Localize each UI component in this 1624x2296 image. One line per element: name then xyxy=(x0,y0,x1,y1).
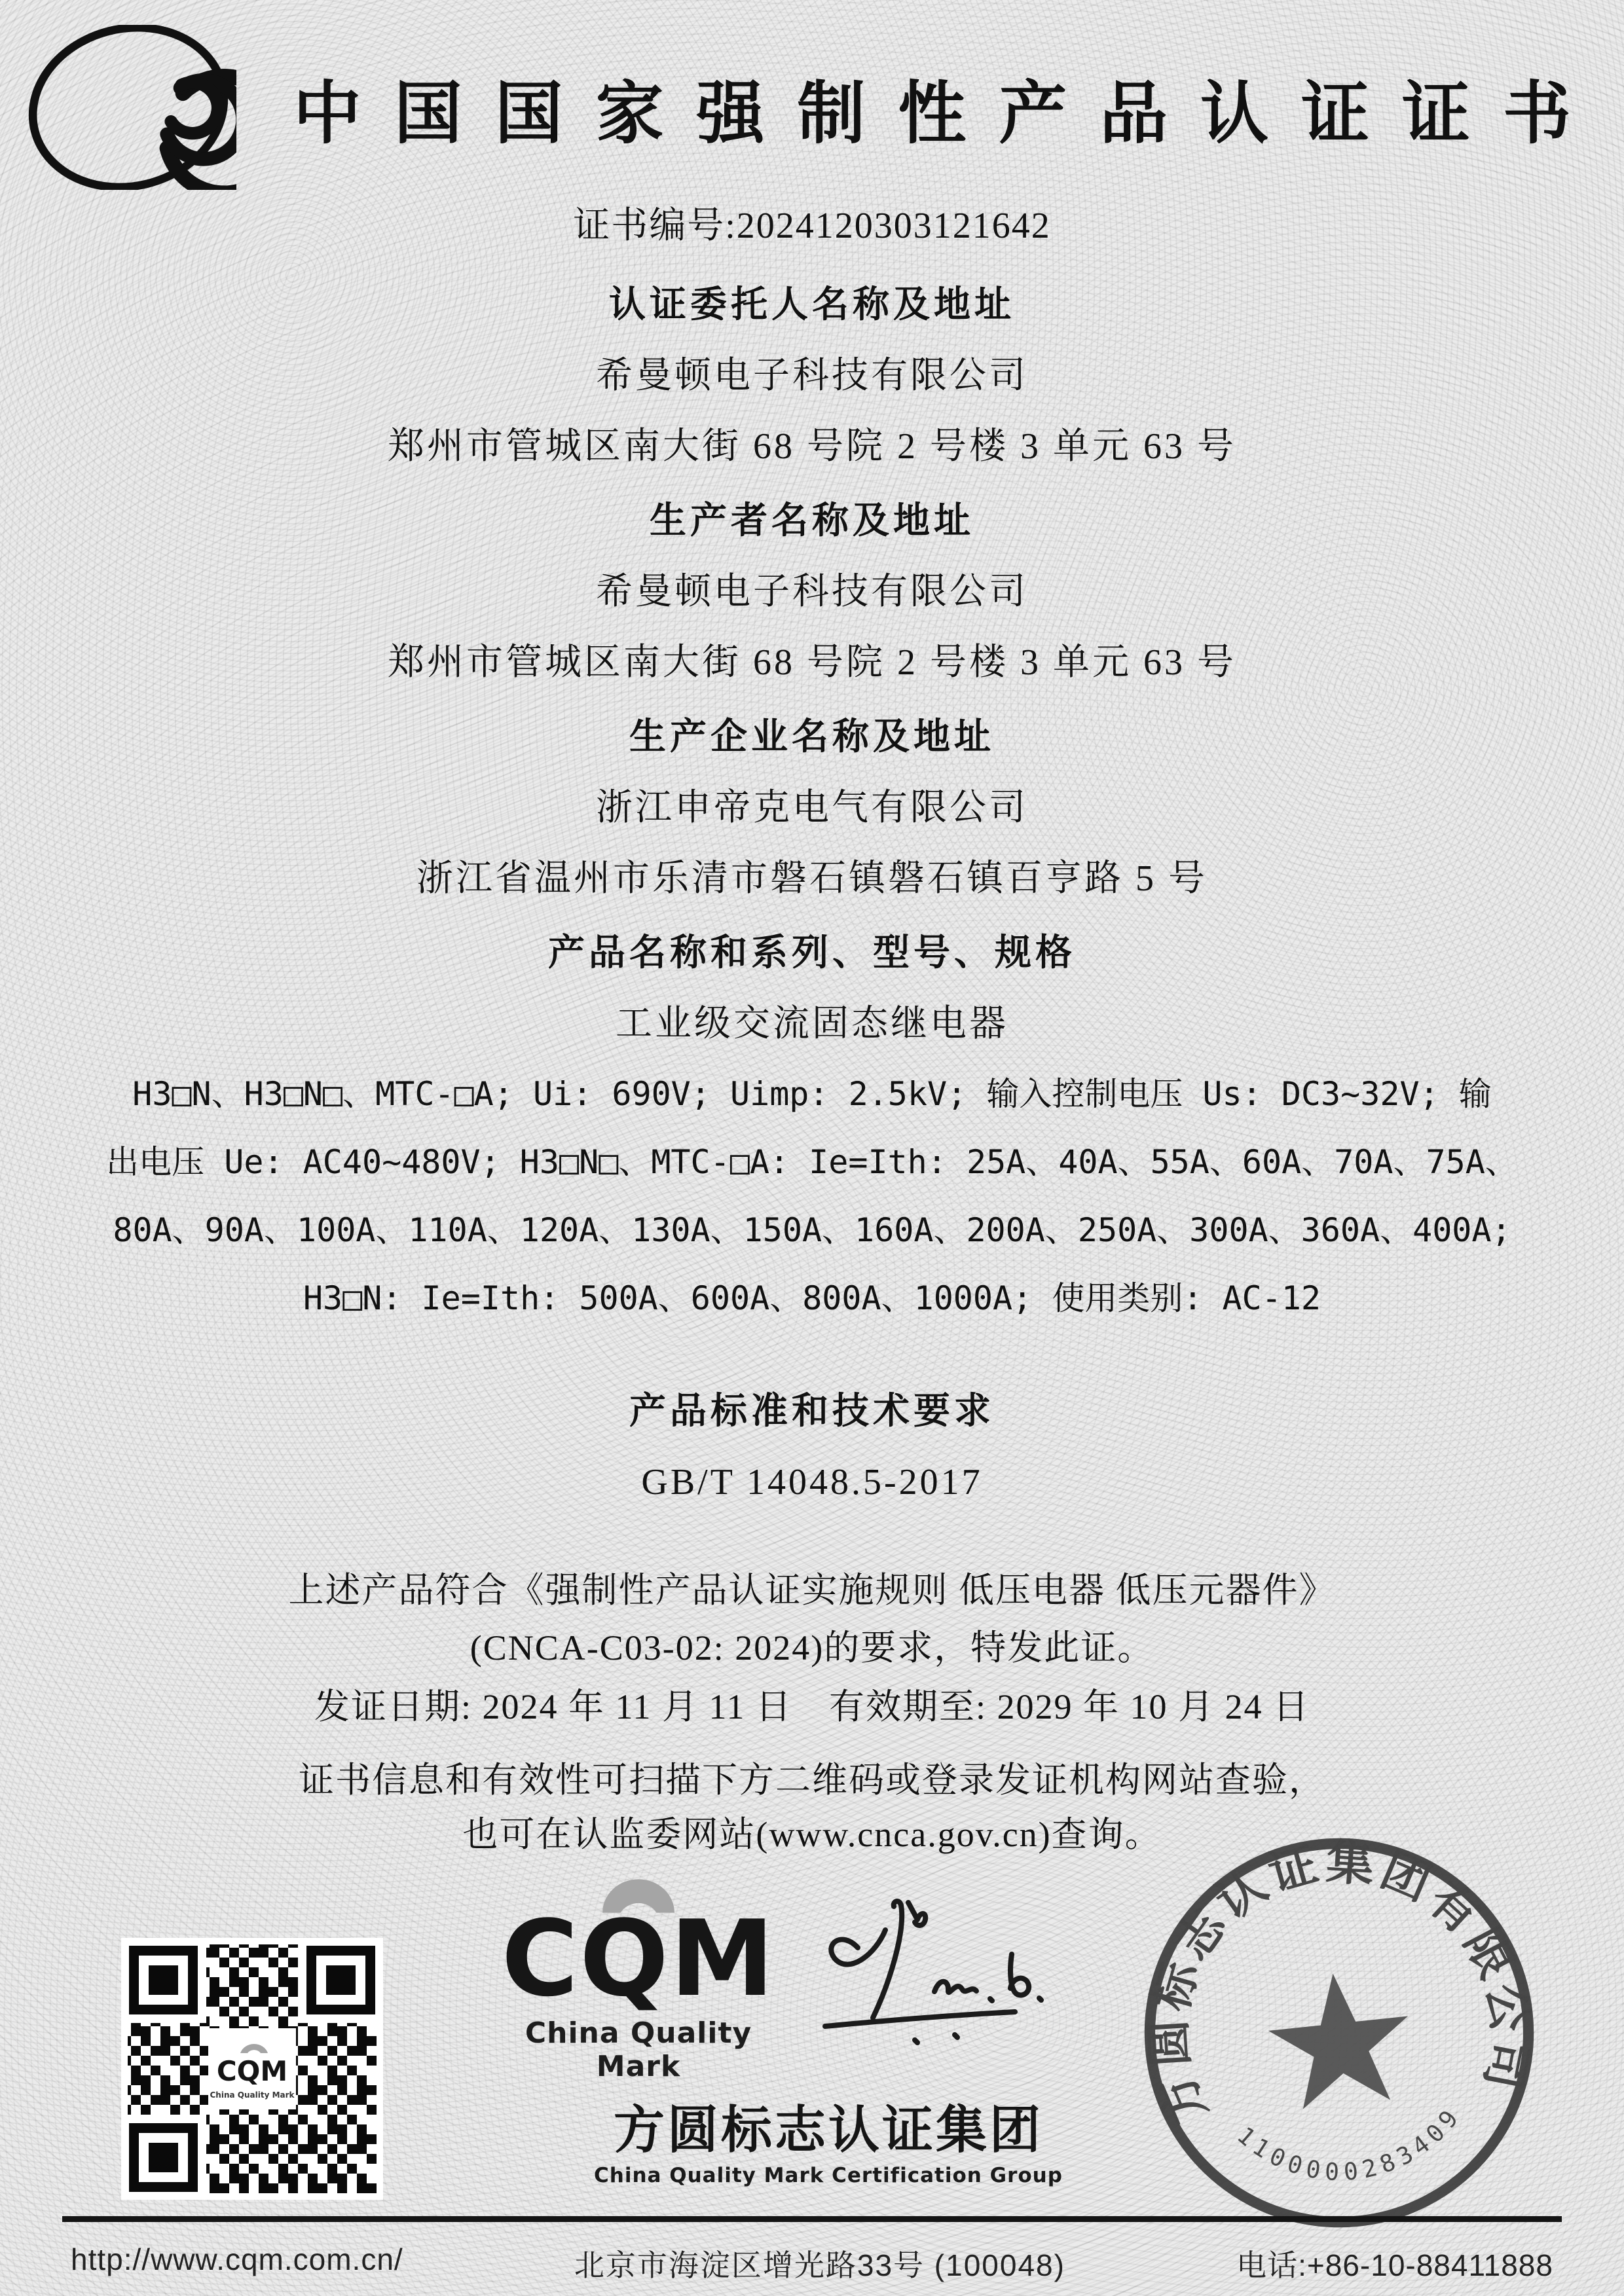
footer-divider xyxy=(62,2216,1562,2222)
footer xyxy=(0,2242,1624,2285)
footer-phone: 电话:+86-10-88411888 xyxy=(1236,2248,1553,2282)
product-spec-line: 80A、90A、100A、110A、120A、130A、150A、160A、200A、250A、300A、360A、400A; xyxy=(113,1211,1511,1249)
product-spec-line: H3□N、H3□N□、MTC-□A; Ui: 690V; Uimp: 2.5kV; 输入控制电压 Us: DC3~32V; 输 xyxy=(132,1075,1492,1113)
verification-note-line2: 也可在认监委网站(www.cnca.gov.cn)查询。 xyxy=(462,1815,1162,1854)
ccc-mark-icon xyxy=(20,25,236,190)
conformity-statement-line2: (CNCA-C03-02: 2024)的要求，特发此证。 xyxy=(470,1628,1154,1667)
cqm-abbr: CQM xyxy=(501,1897,776,2020)
applicant-address: 郑州市管城区南大街 68 号院 2 号楼 3 单元 63 号 xyxy=(388,426,1236,467)
svg-text:China Quality Mark: China Quality Mark xyxy=(210,2090,295,2100)
factory-heading: 生产企业名称及地址 xyxy=(629,717,995,757)
conformity-statement-line1: 上述产品符合《强制性产品认证实施规则 低压电器 低压元器件》 xyxy=(288,1571,1336,1610)
standard-value: GB/T 14048.5-2017 xyxy=(641,1462,983,1503)
applicant-name: 希曼顿电子科技有限公司 xyxy=(596,355,1028,396)
svg-text:CQM: CQM xyxy=(216,2055,288,2087)
cqm-group-name xyxy=(534,2101,1123,2187)
qr-center-logo xyxy=(208,2028,296,2109)
official-round-stamp xyxy=(1098,1792,1580,2274)
factory-address: 浙江省温州市乐清市磐石镇磐石镇百亨路 5 号 xyxy=(416,858,1208,899)
stamp-serial-number: 1100000283409 xyxy=(1231,2100,1467,2187)
stamp-ring-text: 方圆标志认证集团有限公司 xyxy=(1141,1835,1537,2132)
product-heading: 产品名称和系列、型号、规格 xyxy=(548,933,1076,974)
producer-address: 郑州市管城区南大街 68 号院 2 号楼 3 单元 63 号 xyxy=(388,642,1236,683)
cqm-tagline: China Quality Mark xyxy=(525,2016,752,2083)
standard-heading: 产品标准和技术要求 xyxy=(629,1391,995,1432)
verification-note-line1: 证书信息和有效性可扫描下方二维码或登录发证机构网站查验， xyxy=(299,1760,1325,1800)
product-name: 工业级交流固态继电器 xyxy=(616,1004,1008,1044)
cqm-group-name-en: China Quality Mark Certification Group xyxy=(594,2164,1063,2187)
cqm-logo xyxy=(498,1876,779,2083)
footer-website: http://www.cqm.com.cn/ xyxy=(71,2242,403,2276)
factory-name: 浙江申帝克电气有限公司 xyxy=(596,788,1028,828)
signature xyxy=(796,1892,1123,2056)
certificate-header xyxy=(0,0,1624,190)
certificate-number: 证书编号:2024120303121642 xyxy=(573,206,1051,246)
stamp-star-icon xyxy=(1263,1966,1416,2111)
qr-code xyxy=(121,1938,383,2200)
producer-name: 希曼顿电子科技有限公司 xyxy=(596,572,1028,612)
issue-and-expiry-dates: 发证日期: 2024 年 11 月 11 日 有效期至: 2029 年 10 月 24 日 xyxy=(314,1687,1310,1726)
applicant-heading: 认证委托人名称及地址 xyxy=(609,285,1015,325)
svg-text:1100000283409 xyxy=(1230,2098,1473,2197)
certificate-title: 中国国家强制性产品认证证书 xyxy=(293,77,1604,152)
footer-address: 北京市海淀区增光路33号 (100048) xyxy=(574,2248,1065,2282)
producer-heading: 生产者名称及地址 xyxy=(650,501,974,541)
product-spec-line: 出电压 Ue: AC40~480V; H3□N□、MTC-□A: Ie=Ith: 25A、40A、55A、60A、70A、75A、 xyxy=(106,1143,1518,1181)
product-spec-line: H3□N: Ie=Ith: 500A、600A、800A、1000A; 使用类别: AC-12 xyxy=(303,1279,1321,1317)
cqm-group-name-cn: 方圆标志认证集团 xyxy=(613,2101,1043,2160)
